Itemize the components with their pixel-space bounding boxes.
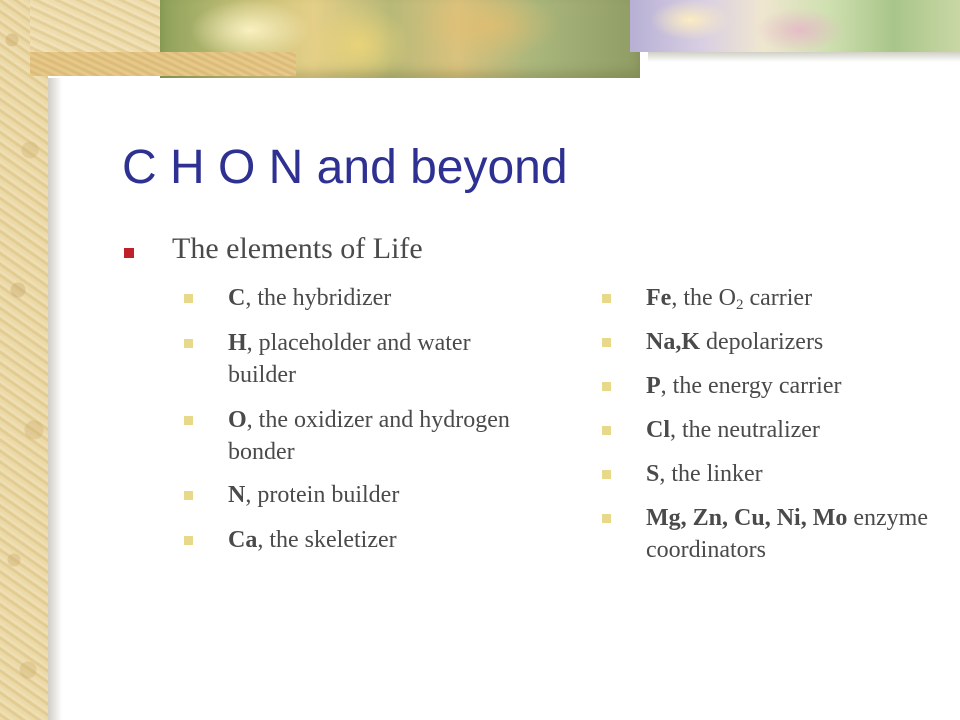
element-symbol: S xyxy=(646,461,660,487)
subscript: 2 xyxy=(735,297,744,313)
element-role: enzyme coordinators xyxy=(646,505,928,563)
banner-flowers-image xyxy=(630,0,960,52)
list-item xyxy=(184,524,514,556)
square-bullet-icon xyxy=(184,294,193,303)
element-symbol: O xyxy=(228,407,247,433)
square-bullet-icon xyxy=(184,536,193,545)
element-symbol: Mg, Zn, Cu, Ni, Mo xyxy=(646,505,848,531)
square-bullet-icon xyxy=(602,470,611,479)
element-role: , placeholder and water builder xyxy=(228,330,471,388)
list-item xyxy=(184,404,514,468)
element-role: , the oxidizer and hydrogen bonder xyxy=(228,407,510,465)
list-item xyxy=(184,479,514,511)
square-bullet-icon xyxy=(184,491,193,500)
list-item xyxy=(602,458,947,490)
slide-title: C H O N and beyond xyxy=(122,141,568,194)
element-role: , the linker xyxy=(659,461,763,487)
element-symbol: C xyxy=(228,285,246,311)
square-bullet-icon xyxy=(602,294,611,303)
square-bullet-icon xyxy=(602,382,611,391)
element-symbol: N xyxy=(228,482,246,508)
list-item xyxy=(602,414,947,446)
element-symbol: Fe xyxy=(646,285,672,311)
square-bullet-icon xyxy=(184,416,193,425)
element-role-end: carrier xyxy=(743,285,813,311)
list-item xyxy=(602,502,947,566)
square-bullet-icon xyxy=(602,338,611,347)
element-role: , protein builder xyxy=(245,482,400,508)
parchment-strip xyxy=(0,0,48,720)
element-symbol: Ca xyxy=(228,527,258,553)
list-item xyxy=(602,326,947,358)
element-symbol: Cl xyxy=(646,417,670,443)
banner-shadow xyxy=(648,52,960,62)
element-role: , the hybridizer xyxy=(245,285,392,311)
square-bullet-icon xyxy=(602,426,611,435)
list-item xyxy=(602,282,947,314)
main-bullet-icon xyxy=(124,248,134,258)
element-symbol: P xyxy=(646,373,661,399)
element-role: , the O xyxy=(671,285,736,311)
element-role: , the energy carrier xyxy=(660,373,842,399)
left-column xyxy=(184,282,514,569)
list-item xyxy=(602,370,947,402)
list-item xyxy=(184,327,514,391)
right-column xyxy=(602,282,947,578)
element-symbol: Na,K xyxy=(646,329,700,355)
square-bullet-icon xyxy=(184,339,193,348)
square-bullet-icon xyxy=(602,514,611,523)
element-symbol: H xyxy=(228,330,247,356)
element-role: , the skeletizer xyxy=(257,527,397,553)
main-bullet-text: The elements of Life xyxy=(172,232,423,265)
element-role: depolarizers xyxy=(700,329,824,355)
list-item xyxy=(184,282,514,314)
banner-block xyxy=(30,52,296,76)
element-role: , the neutralizer xyxy=(670,417,820,443)
slide-edge-shadow xyxy=(48,78,62,720)
